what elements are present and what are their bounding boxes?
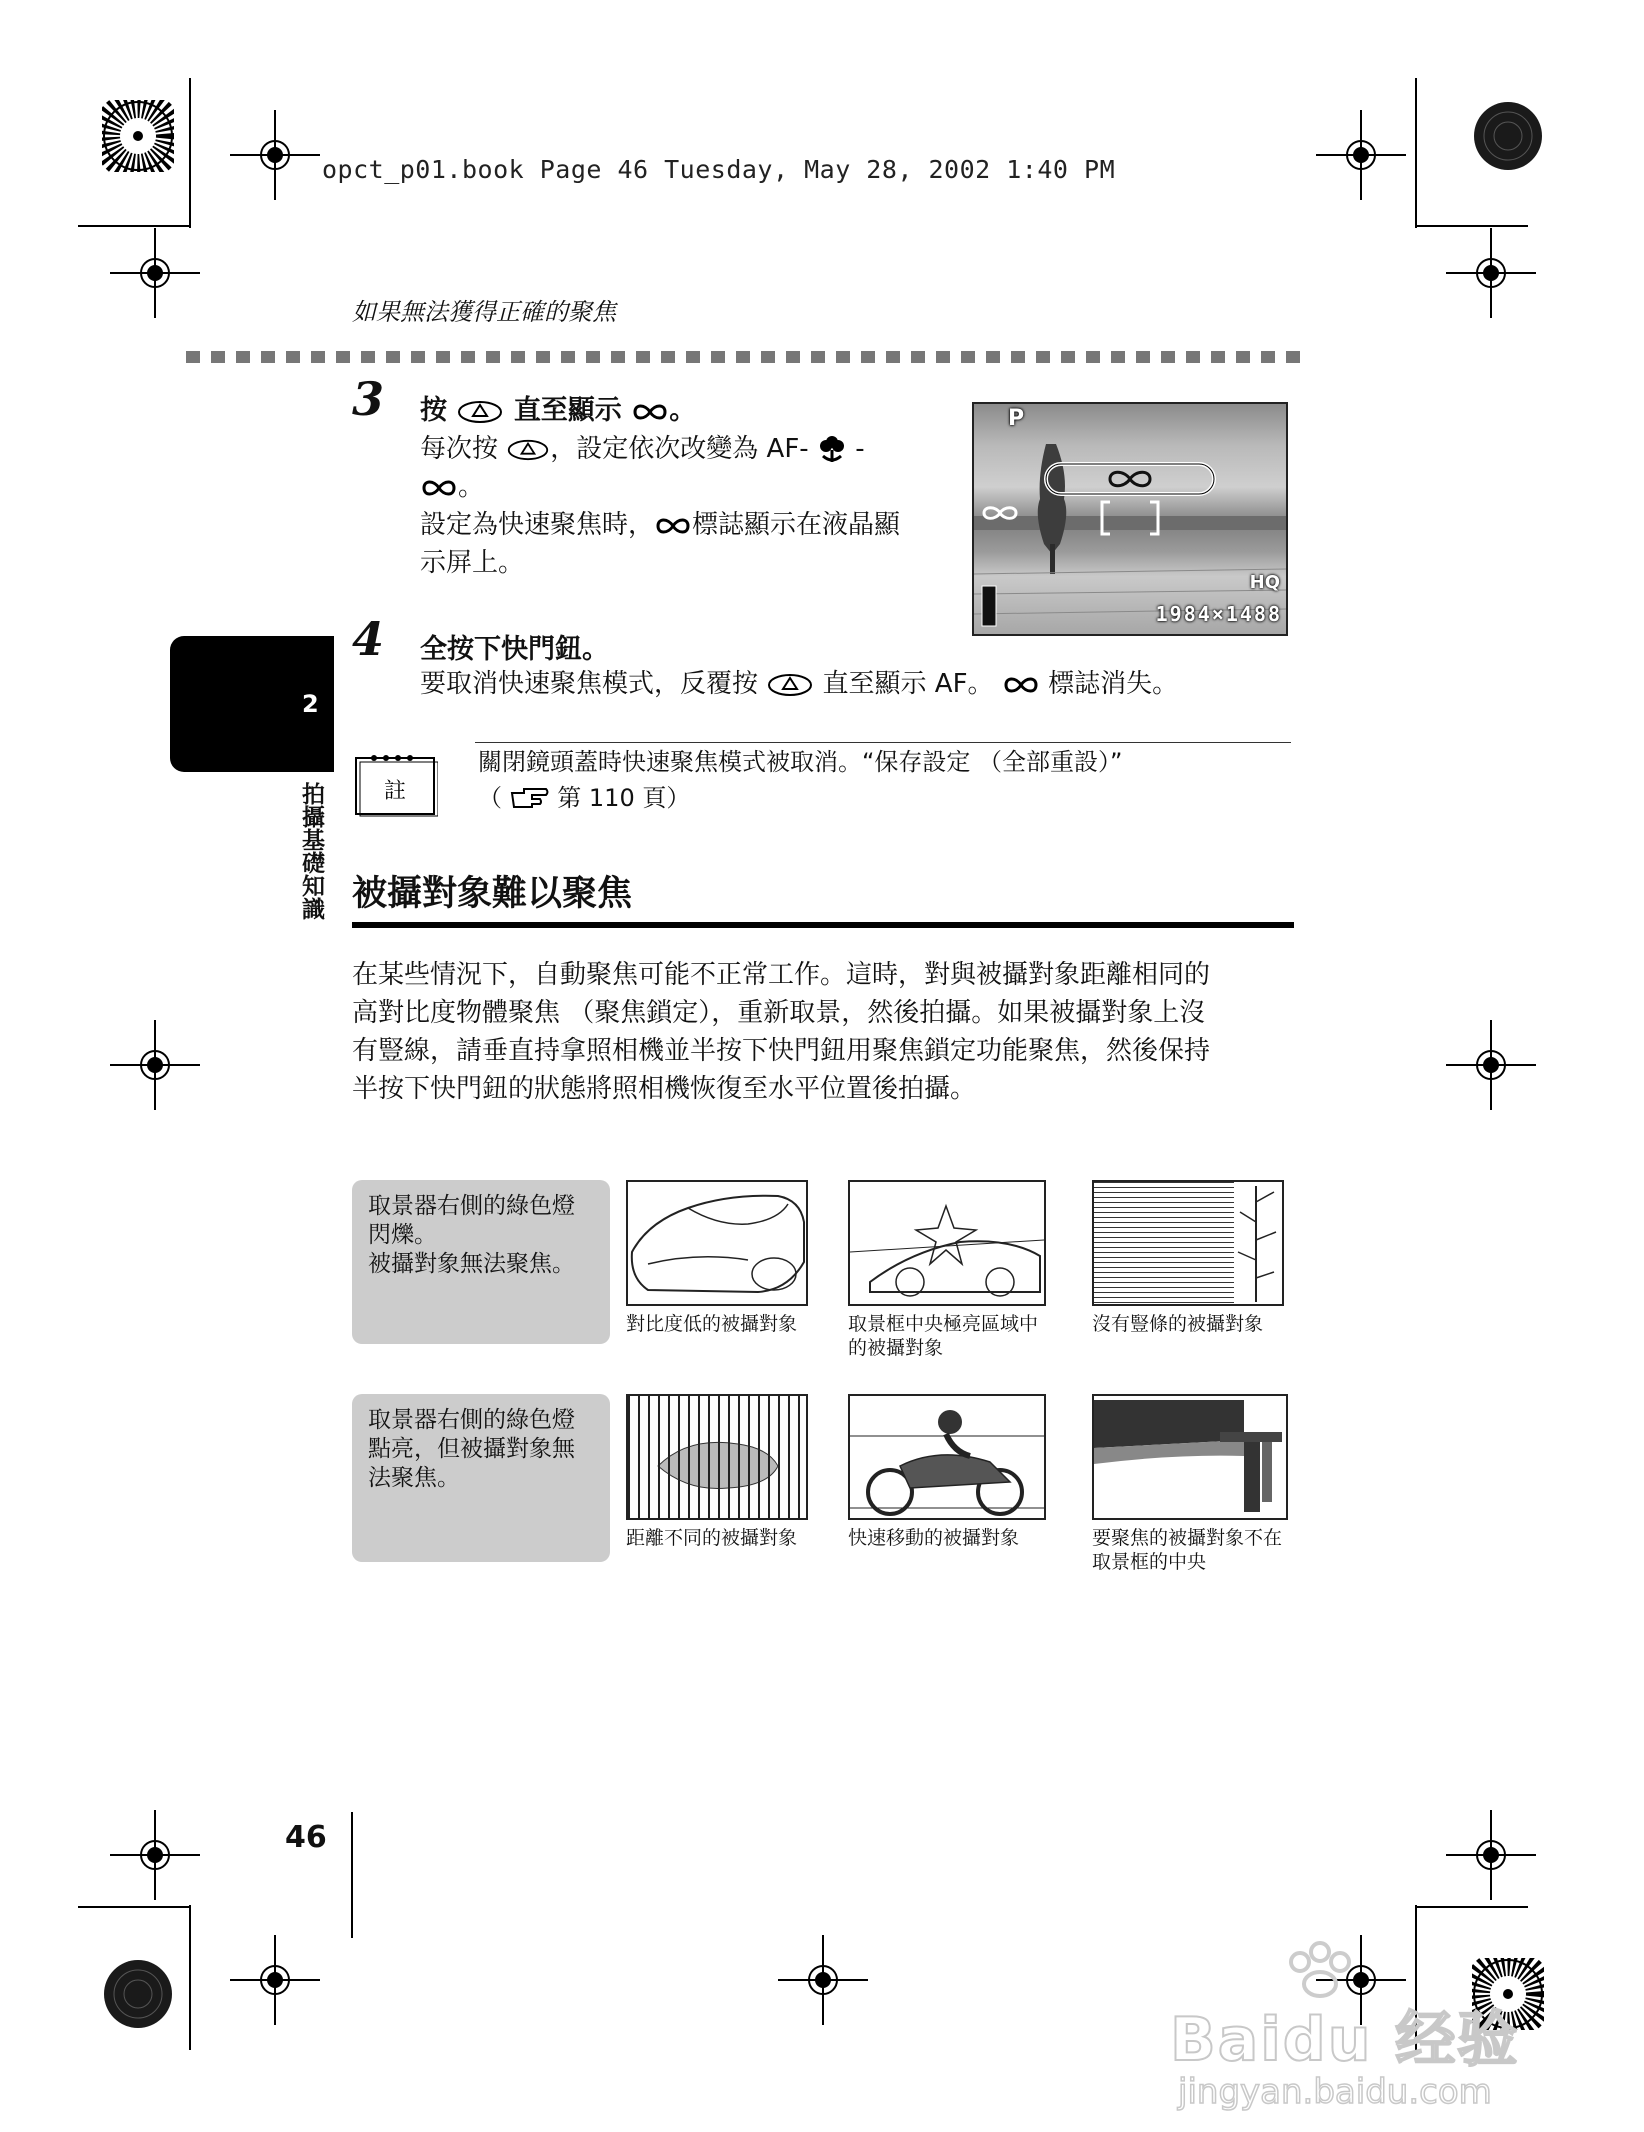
step-3-line-2 [420,468,940,506]
note-line-2 [478,780,1123,816]
description-line: 取景器右側的綠色燈 [368,1193,575,1219]
infinity-icon [654,515,692,537]
crosshair-mark-bottom-center [778,1935,868,2025]
paragraph-line: 半按下快門鈕的狀態將照相機恢復至水平位置後拍攝。 [352,1074,977,1104]
paragraph-line: 高對比度物體聚焦 （聚焦鎖定），重新取景，然後拍攝。如果被攝對象上沒 [352,998,1206,1028]
example-caption: 快速移動的被攝對象 [848,1527,1020,1549]
caption-line-part: 取景框中央極亮區域中 [848,1313,1039,1335]
motorcycle-illustration [850,1396,1044,1518]
step-3-line-1-text-a: 每次按 [420,434,499,464]
cage-bars [628,1396,806,1518]
lcd-quality-label: HQ [1249,572,1280,593]
caption-line [848,1312,1054,1360]
step-3-line-1-text-b: ，設定依次改變為 AF- [550,434,809,464]
up-arrow-button-icon [766,672,814,698]
concentric-mark-top-right [1472,100,1544,172]
caption-line-part: 要聚焦的被攝對象不在 [1092,1527,1283,1549]
note-rule [475,742,1291,743]
crosshair-mark-left-lower [110,1810,200,1900]
crosshair-mark-right-upper [1446,228,1536,318]
step-3-title-period: 。 [669,395,697,426]
crosshair-mark-left-upper [110,228,200,318]
description-line: 取景器右側的綠色燈 [368,1407,575,1433]
horizontal-lines-image [1092,1180,1284,1306]
infinity-icon [1002,674,1040,696]
step-4-text-b: 直至顯示 AF。 [822,669,994,699]
step-4-body [420,665,1178,703]
page-number-rule [351,1812,353,1938]
example-caption: 距離不同的被攝對象 [626,1527,798,1549]
off-center-subject-image [1092,1394,1288,1520]
infinity-icon [420,477,458,499]
page-subtitle: 如果無法獲得正確的聚焦 [352,298,616,326]
bright-car-illustration [850,1182,1044,1304]
caption-line-part: 的被攝對象 [848,1337,944,1359]
description-line: 閃爍。 [368,1222,437,1248]
step-3-line-3 [420,506,940,544]
car-illustration [628,1182,806,1304]
crosshair-mark-left-middle [110,1020,200,1110]
note-notepad-icon [352,750,438,818]
note-line-2-text-a: （ [478,784,502,812]
baidu-watermark [1170,1940,1560,2120]
chapter-number: 2 [302,690,319,718]
stripe-pattern [1094,1182,1234,1304]
section-title: 被攝對象難以聚焦 [352,874,633,914]
bright-center-image [848,1180,1046,1306]
caption-line-part: 取景框的中央 [1092,1551,1207,1573]
different-distance-image [626,1394,808,1520]
step-3-title [420,388,696,427]
paw-print-logo [1280,1940,1360,2000]
step-3-line-1-dash: - [855,434,865,464]
section-paragraph [352,956,1292,1108]
description-line: 被攝對象無法聚焦。 [368,1251,575,1277]
step-3-line-3-text-b: 標誌顯示在液晶顯 [692,510,901,540]
fast-moving-image [848,1394,1046,1520]
dashed-divider [186,351,1304,363]
description-line: 法聚焦。 [368,1465,460,1491]
step-4-text-c: 標誌消失。 [1048,669,1179,699]
bamboo-illustration [1234,1182,1282,1304]
infinity-icon [631,401,669,423]
crosshair-mark-bottom-left [230,1935,320,2025]
concentric-mark-bottom-left [102,1958,174,2030]
starburst-mark-top-left [102,100,174,172]
step-3-line-1 [420,430,940,468]
crosshair-mark-right-middle [1446,1020,1536,1110]
step-4-number: 4 [352,612,385,666]
low-contrast-car-image [626,1180,808,1306]
landscape-scene [974,404,1286,634]
example-row-1-description [352,1180,610,1344]
example-row-2-description [352,1394,610,1562]
paragraph-line: 有豎線，請垂直持拿照相機並半按下快門鈕用聚焦鎖定功能聚焦，然後保持 [352,1036,1211,1066]
step-3-line-2-period: 。 [458,472,485,502]
caption-line [1092,1526,1292,1574]
print-header: opct_p01.book Page 46 Tuesday, May 28, 2002 1:40 PM [322,155,1116,184]
step-3-line-4: 示屏上。 [420,548,525,578]
crosshair-mark-top-right [1316,110,1406,200]
description-line: 點亮，但被攝對象無 [368,1436,575,1462]
note-text [478,744,1123,816]
watermark-url: jingyan.baidu.com [1178,2072,1492,2112]
step-3-title-text-a: 按 [420,395,447,426]
pointing-hand-icon [510,787,550,811]
example-caption [848,1312,1054,1360]
step-3-number: 3 [352,372,385,426]
up-arrow-button-icon [506,438,550,462]
page-number: 46 [285,1820,327,1855]
example-caption: 沒有豎條的被攝對象 [1092,1313,1264,1335]
step-3-body [420,430,940,582]
crosshair-mark-top-left [230,110,320,200]
chapter-label: 拍攝基礎知識 [298,782,324,920]
macro-flower-icon [817,436,847,464]
lcd-mode-label: P [1008,406,1025,431]
note-line-1: 關閉鏡頭蓋時快速聚焦模式被取消。“保存設定 （全部重設）” [478,748,1123,776]
example-caption: 對比度低的被攝對象 [626,1313,798,1335]
section-rule [352,922,1294,928]
crosshair-mark-right-lower [1446,1810,1536,1900]
paragraph-line: 在某些情況下，自動聚焦可能不正常工作。這時，對與被攝對象距離相同的 [352,960,1211,990]
note-line-2-text-b: 第 110 頁） [557,784,691,812]
off-center-scene-illustration [1094,1396,1286,1518]
example-caption [1092,1526,1292,1574]
watermark-brand: Baidu 经验 [1170,2005,1520,2075]
step-3-title-text-b: 直至顯示 [513,395,622,426]
lcd-resolution-label: 1984×1488 [1155,602,1282,626]
step-4-text-a: 要取消快速聚焦模式，反覆按 [420,669,759,699]
note-icon-label: 註 [383,779,407,804]
up-arrow-button-icon [456,399,504,425]
lcd-preview-image [972,402,1288,636]
step-3-line-3-text-a: 設定為快速聚焦時， [420,510,655,540]
step-4-title: 全按下快門鈕。 [420,634,609,665]
